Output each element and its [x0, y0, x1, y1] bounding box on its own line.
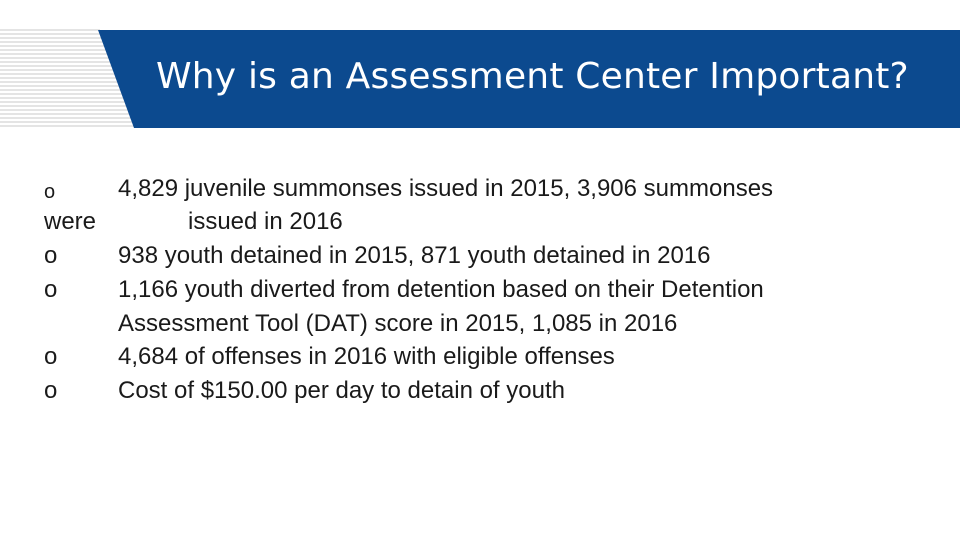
bullet-marker: o	[44, 276, 58, 303]
bullet-marker: o	[44, 242, 58, 269]
bullet-text: 938 youth detained in 2015, 871 youth detained in 2016	[118, 242, 711, 269]
bullet-marker: o	[44, 181, 56, 203]
bullet-text: Assessment Tool (DAT) score in 2015, 1,085 in 2016	[118, 310, 678, 337]
bullet-text: issued in 2016	[188, 208, 343, 235]
bullet-text: 4,829 juvenile summonses issued in 2015, 3,906 summonses	[118, 175, 774, 202]
slide-title: Why is an Assessment Center Important?	[156, 56, 909, 97]
bullet-marker: o	[44, 377, 58, 404]
bullet-text: 1,166 youth diverted from detention based on their Detention	[118, 276, 764, 303]
bullet-text: Cost of $150.00 per day to detain of youth	[118, 377, 565, 404]
bullet-marker: o	[44, 343, 58, 370]
bullet-continuation-prefix: were	[44, 208, 97, 235]
bullet-text: 4,684 of offenses in 2016 with eligible offenses	[118, 343, 615, 370]
